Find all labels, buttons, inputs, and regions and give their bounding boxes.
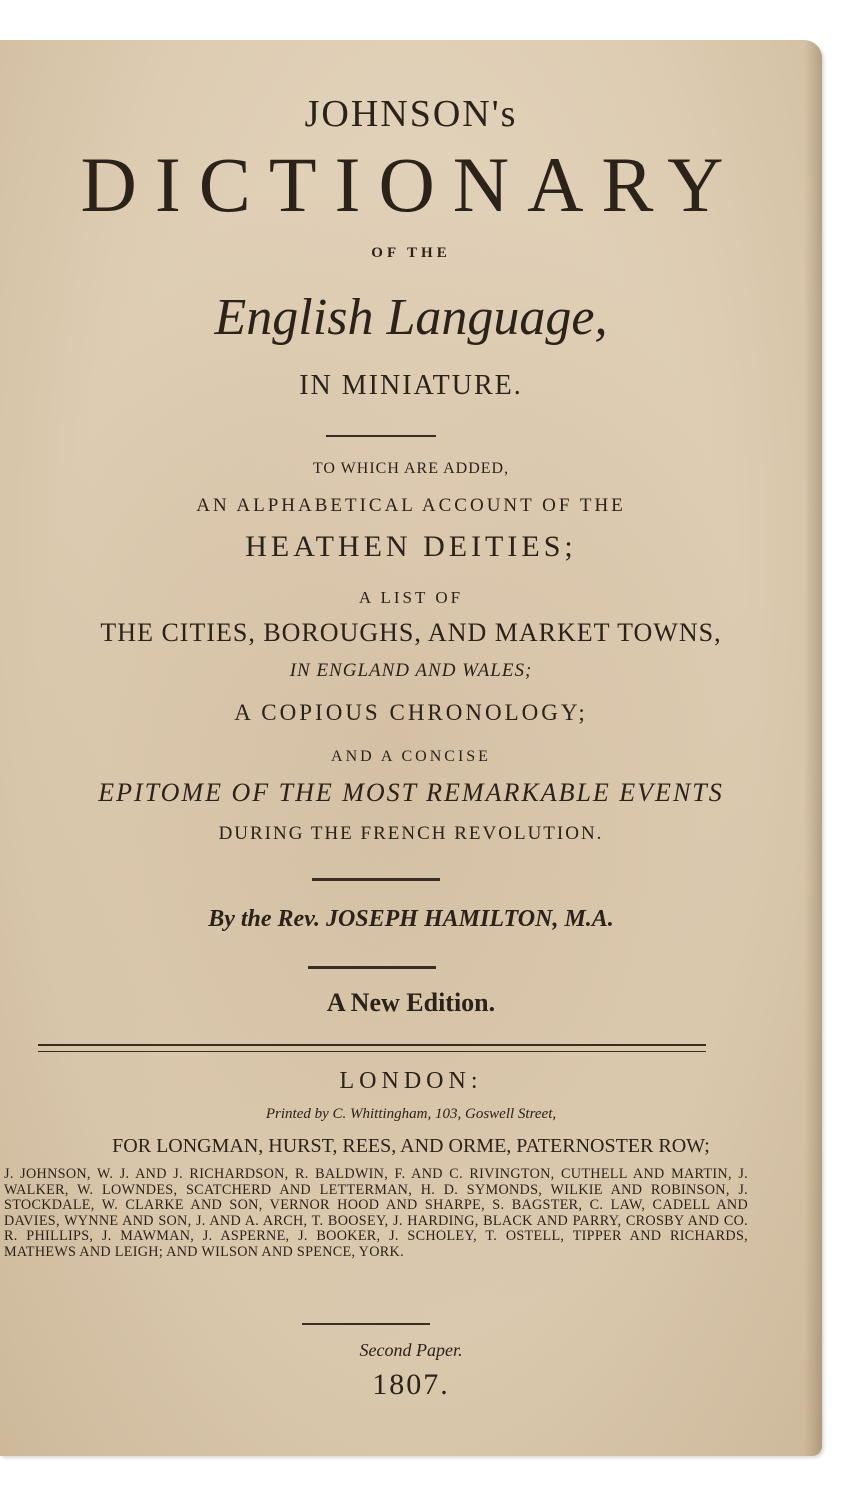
in-miniature: IN MINIATURE. [299, 370, 523, 401]
copious-chronology: A COPIOUS CHRONOLOGY; [234, 700, 588, 725]
a-list-of: A LIST OF [358, 588, 464, 607]
divider-rule-4 [302, 1323, 430, 1325]
divider-rule-2 [312, 878, 440, 881]
printer-line: Printed by C. Whittingham, 103, Goswell Street, [265, 1106, 557, 1122]
booksellers-list: J. JOHNSON, W. J. AND J. RICHARDSON, R. BALDWIN, F. AND C. RIVINGTON, CUTHELL AND MARTIN, J. WALKER, W. LOWNDES, SCATCHERD AND LETTERMAN, H. D. SYMONDS, WILKIE AND ROBINSON, J. STOCKDALE, W. CLARKE AND SON, VERNOR HOOD AND SHARPE, S. BAGSTER, C. LAW, CADELL AND DAVIES, WYNNE AND SON, J. AND A. ARCH, T. BOOSEY, J. HARDING, BLACK AND PARRY, CROSBY AND CO. R. PHILLIPS, J. MAWMAN, J. ASPERNE, J. BOOKER, J. SCHOLEY, T. OSTELL, TIPPER AND RICHARDS, MATHEWS AND LEIGH; AND WILSON AND SPENCE, YORK. [4, 1166, 748, 1260]
in-england-wales: IN ENGLAND AND WALES; [289, 660, 533, 681]
heathen-deities: HEATHEN DEITIES; [245, 530, 577, 563]
place-line: LONDON: [339, 1068, 483, 1094]
edition-line: A New Edition. [326, 988, 496, 1017]
double-rule [38, 1044, 706, 1052]
paper-note: Second Paper. [359, 1340, 463, 1360]
title-page [0, 40, 822, 1456]
to-which-added: TO WHICH ARE ADDED, [312, 460, 510, 477]
cities-line: THE CITIES, BOROUGHS, AND MARKET TOWNS, [100, 618, 722, 647]
author-possessive: JOHNSON's [304, 93, 518, 135]
during-revolution: DURING THE FRENCH REVOLUTION. [218, 823, 604, 844]
publishers-line: FOR LONGMAN, HURST, REES, AND ORME, PATERNOSTER ROW; [112, 1135, 710, 1157]
publication-year: 1807. [372, 1368, 450, 1401]
main-title: DICTIONARY [80, 141, 742, 228]
byline: By the Rev. JOSEPH HAMILTON, M.A. [208, 906, 614, 932]
alphabetical-account: AN ALPHABETICAL ACCOUNT OF THE [196, 495, 626, 516]
divider-rule-1 [326, 435, 436, 437]
divider-rule-3 [308, 966, 436, 969]
language-title: English Language, [214, 289, 608, 346]
and-a-concise: AND A CONCISE [331, 748, 491, 765]
epitome-line: EPITOME OF THE MOST REMARKABLE EVENTS [98, 778, 724, 807]
of-the-line: OF THE [371, 245, 451, 261]
